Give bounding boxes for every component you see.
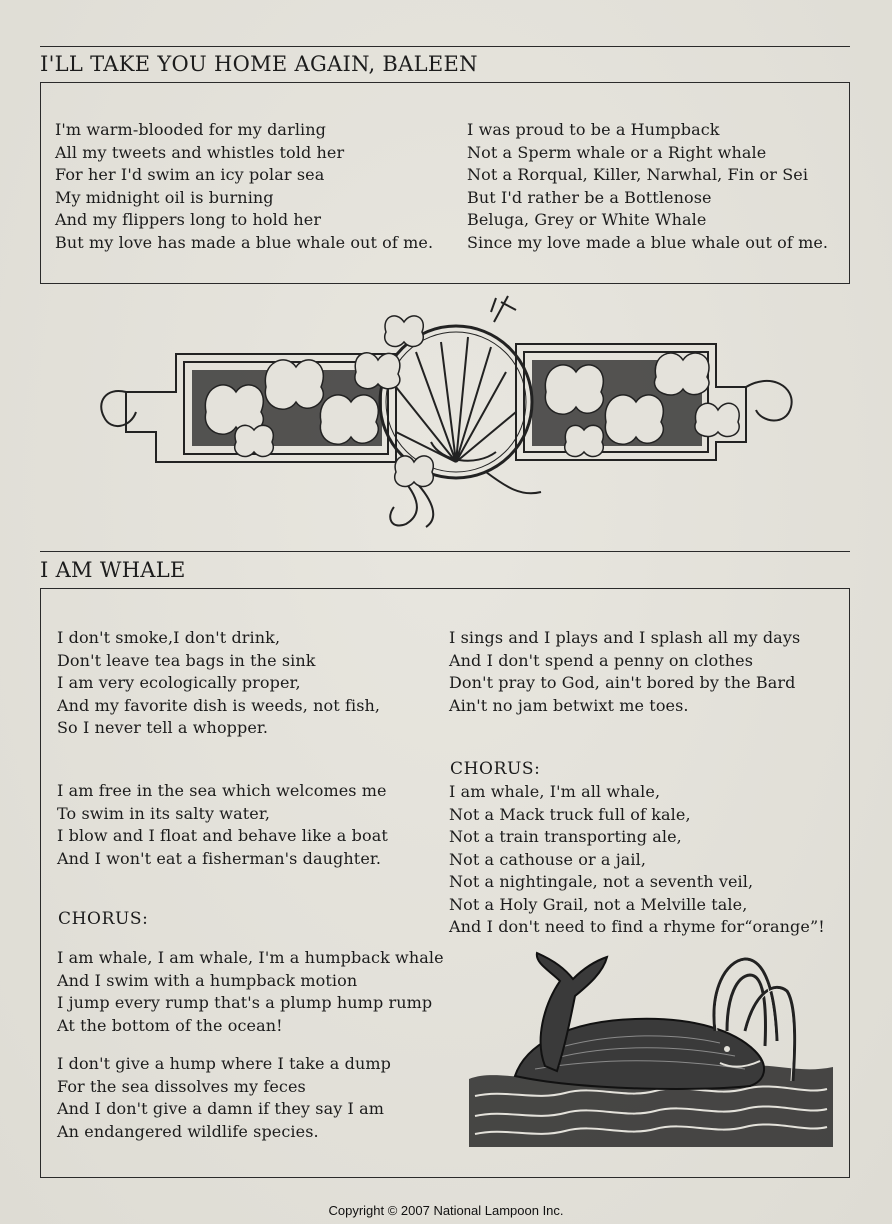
verse-line: And I swim with a humpback motion: [57, 970, 358, 990]
verse-line: And I don't spend a penny on clothes: [449, 650, 754, 670]
verse-line: But my love has made a blue whale out of me.: [55, 232, 434, 252]
baleen-left-verse: [55, 119, 433, 254]
verse-line: All my tweets and whistles told her: [55, 142, 345, 162]
verse-line: I am whale, I'm all whale,: [449, 782, 661, 801]
whale-left-stanza-2: [57, 780, 388, 870]
verse-line: Not a train transporting ale,: [449, 827, 682, 846]
verse-line: Not a Mack truck full of kale,: [449, 804, 691, 824]
song-box-i-am-whale: [40, 588, 850, 1178]
verse-line: Not a nightingale, not a seventh veil,: [449, 872, 754, 891]
verse-line: At the bottom of the ocean!: [57, 1015, 283, 1035]
verse-line: Don't pray to God, ain't bored by the Bard: [449, 673, 796, 692]
verse-line: I blow and I float and behave like a boat: [57, 826, 388, 845]
whale-left-chorus: [57, 947, 444, 1037]
top-rule: [40, 46, 850, 47]
verse-line: I am free in the sea which welcomes me: [57, 781, 387, 800]
verse-line: And I don't need to find a rhyme for“orange”!: [449, 917, 825, 936]
verse-line: And I don't give a damn if they say I am: [57, 1099, 385, 1118]
verse-line: I am very ecologically proper,: [57, 673, 301, 692]
verse-line: For the sea dissolves my feces: [57, 1076, 306, 1096]
baleen-right-verse: [467, 119, 828, 254]
verse-line: I am whale, I am whale, I'm a humpback whale: [57, 948, 444, 967]
whale-right-chorus: [449, 781, 825, 939]
song-title-baleen: I'LL TAKE YOU HOME AGAIN, BALEEN: [40, 52, 478, 76]
verse-line: For her I'd swim an icy polar sea: [55, 165, 325, 184]
verse-line: Beluga, Grey or White Whale: [467, 210, 707, 229]
verse-line: To swim in its salty water,: [57, 803, 271, 823]
whale-spouting-illustration: [465, 951, 837, 1151]
song-box-baleen: [40, 82, 850, 284]
verse-line: Don't leave tea bags in the sink: [57, 650, 316, 670]
whale-left-stanza-4: [57, 1053, 391, 1143]
verse-line: Not a cathouse or a jail,: [449, 849, 647, 869]
verse-line: I'm warm-blooded for my darling: [55, 120, 326, 139]
verse-line: An endangered wildlife species.: [57, 1121, 319, 1141]
verse-line: And I won't eat a fisherman's daughter.: [57, 848, 382, 868]
verse-line: Not a Holy Grail, not a Melville tale,: [449, 894, 748, 914]
verse-line: I don't give a hump where I take a dump: [57, 1054, 391, 1073]
verse-line: Since my love made a blue whale out of me.: [467, 232, 829, 252]
floral-banner-illustration: [96, 292, 802, 532]
right-chorus-label: CHORUS:: [450, 759, 541, 779]
left-chorus-label: CHORUS:: [58, 909, 149, 929]
verse-line: I sings and I plays and I splash all my days: [449, 628, 801, 647]
verse-line: But I'd rather be a Bottlenose: [467, 187, 712, 207]
verse-line: So I never tell a whopper.: [57, 718, 269, 737]
verse-line: Not a Sperm whale or a Right whale: [467, 142, 767, 162]
verse-line: I jump every rump that's a plump hump rump: [57, 993, 433, 1012]
whale-right-stanza-1: [449, 627, 800, 717]
verse-line: I was proud to be a Humpback: [467, 120, 720, 139]
verse-line: My midnight oil is burning: [55, 187, 274, 207]
whale-left-stanza-1: [57, 627, 380, 740]
verse-line: Ain't no jam betwixt me toes.: [449, 695, 689, 715]
verse-line: Not a Rorqual, Killer, Narwhal, Fin or Sei: [467, 165, 809, 184]
verse-line: I don't smoke,I don't drink,: [57, 628, 281, 647]
middle-rule: [40, 551, 850, 552]
copyright-notice: Copyright © 2007 National Lampoon Inc.: [328, 1203, 564, 1218]
song-title-i-am-whale: I AM WHALE: [40, 558, 186, 582]
verse-line: And my favorite dish is weeds, not fish,: [57, 695, 381, 715]
verse-line: And my flippers long to hold her: [55, 210, 322, 229]
